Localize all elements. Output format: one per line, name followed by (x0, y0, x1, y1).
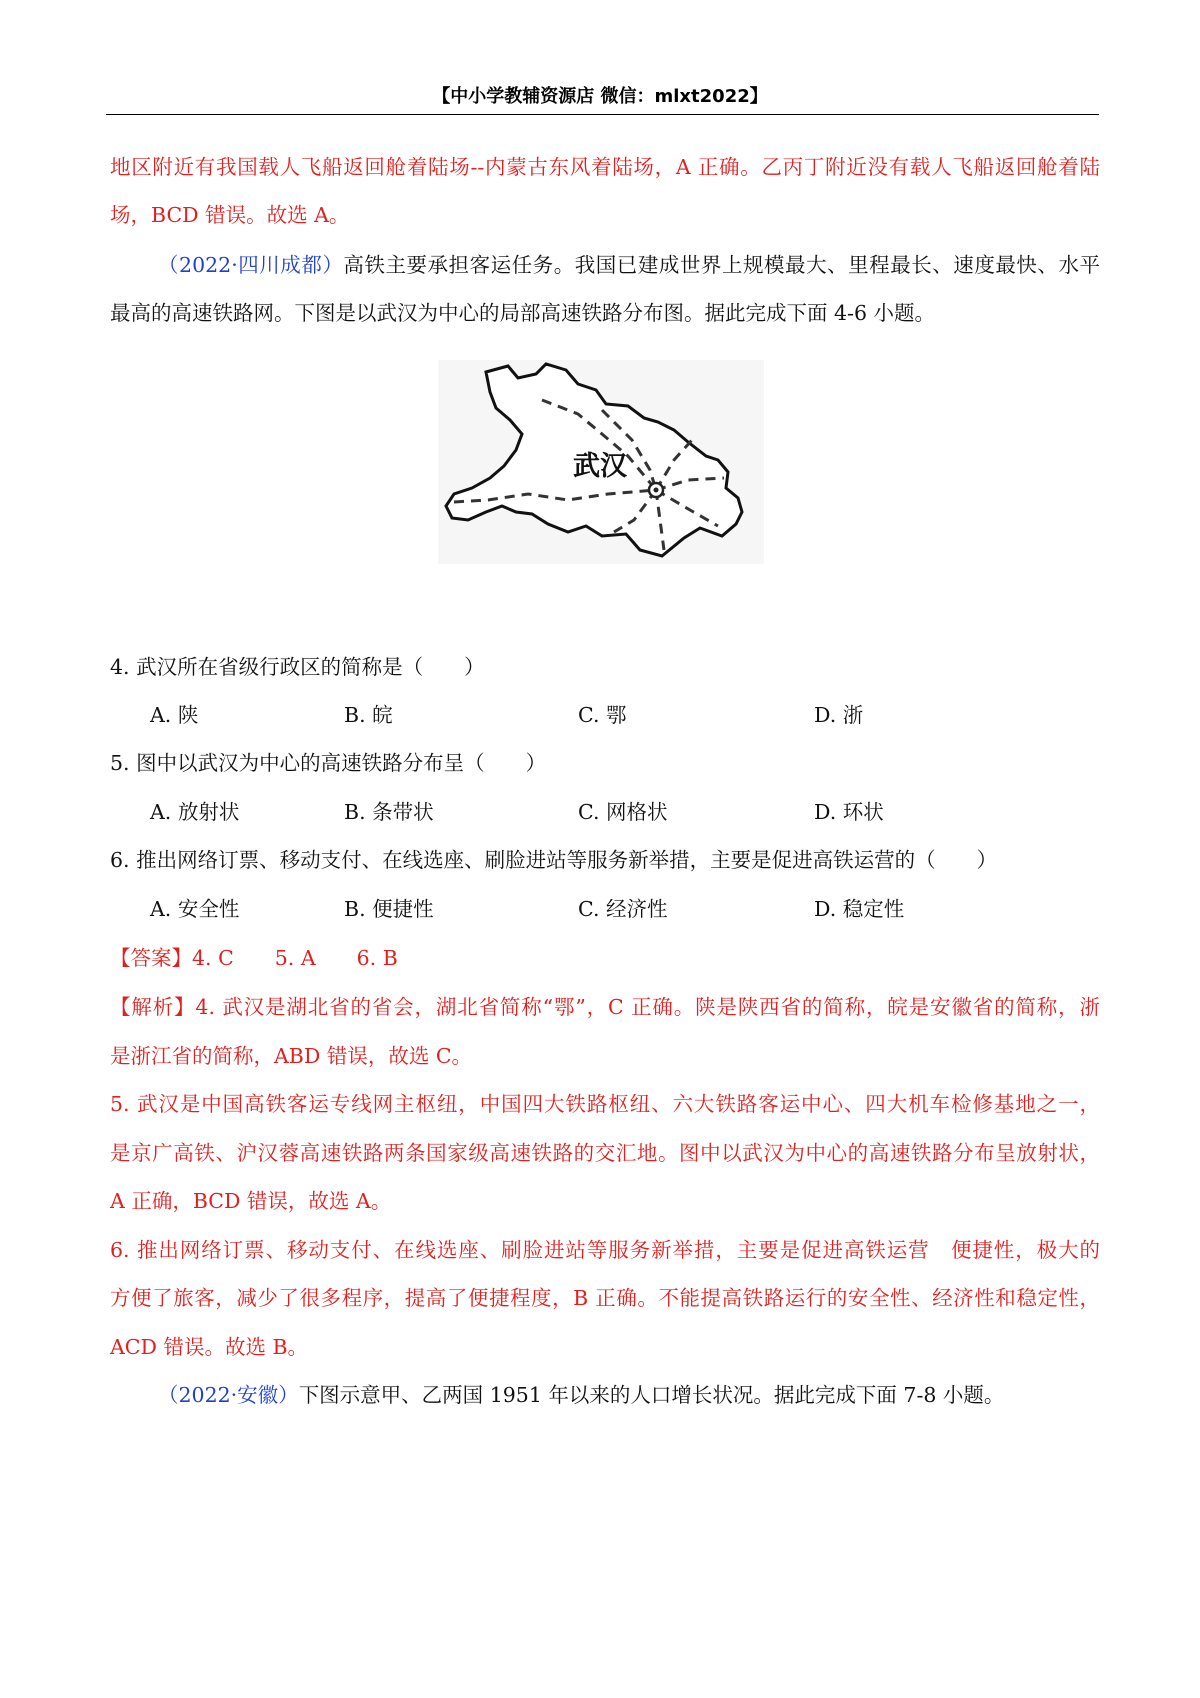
analysis-line-2: 是浙江省的简称，ABD 错误，故选 C。 (110, 1044, 473, 1068)
option-b: B. 皖 (344, 703, 393, 727)
intro-paragraph-1 (158, 250, 1100, 280)
option-c: C. 经济性 (578, 897, 668, 921)
question-5-stem: 5. 图中以武汉为中心的高速铁路分布呈（ ） (110, 751, 547, 775)
intro-paragraph-1-line-2: 最高的高速铁路网。下图是以武汉为中心的局部高速铁路分布图。据此完成下面 4-6 小题。 (110, 301, 936, 325)
analysis-line-3: 5. 武汉是中国高铁客运专线网主枢纽，中国四大铁路枢纽、六大铁路客运中心、四大机车检修基地之一， (110, 1092, 1100, 1116)
option-b: B. 便捷性 (344, 897, 434, 921)
option-a: A. 陕 (150, 703, 199, 727)
analysis-line-6: 6. 推出网络订票、移动支付、在线选座、刷脸进站等服务新举措，主要是促进高铁运营 便捷性，极大的 (110, 1238, 1100, 1262)
analysis-line-4: 是京广高铁、沪汉蓉高速铁路两条国家级高速铁路的交汇地。图中以武汉为中心的高速铁路分布呈放射状， (110, 1141, 1100, 1165)
intro-text: 高铁主要承担客运任务。我国已建成世界上规模最大、里程最长、速度最快、水平 (343, 253, 1100, 277)
analysis-line-8: ACD 错误。故选 B。 (110, 1335, 309, 1359)
option-d: D. 稳定性 (814, 897, 905, 921)
option-d: D. 浙 (814, 703, 864, 727)
prev-answer-line-1: 地区附近有我国载人飞船返回舱着陆场--内蒙古东风着陆场，A 正确。乙丙丁附近没有载人飞船返回舱着陆 (110, 155, 1100, 179)
option-b: B. 条带状 (344, 800, 434, 824)
option-a: A. 放射状 (150, 800, 240, 824)
source-tag: （2022·安徽） (158, 1383, 299, 1407)
option-c: C. 网格状 (578, 800, 668, 824)
page-header: 【中小学教辅资源店 微信：mlxt2022】 (432, 86, 768, 107)
map-city-label: 武汉 (573, 451, 627, 482)
intro-text: 下图示意甲、乙两国 1951 年以来的人口增长状况。据此完成下面 7-8 小题。 (298, 1383, 1005, 1407)
railway-map (438, 360, 764, 564)
question-4-stem: 4. 武汉所在省级行政区的简称是（ ） (110, 655, 485, 679)
option-c: C. 鄂 (578, 703, 627, 727)
intro-paragraph-2 (158, 1380, 1100, 1410)
option-d: D. 环状 (814, 800, 884, 824)
answer-line: 【答案】4. C 5. A 6. B (110, 946, 398, 970)
analysis-line-1: 【解析】4. 武汉是湖北省的省会，湖北省简称“鄂”，C 正确。陕是陕西省的简称，皖是安徽省的简称，浙 (110, 995, 1100, 1019)
question-6-stem: 6. 推出网络订票、移动支付、在线选座、刷脸进站等服务新举措，主要是促进高铁运营的（ ） (110, 848, 998, 872)
prev-answer-line-2: 场，BCD 错误。故选 A。 (110, 203, 350, 227)
header-divider (106, 114, 1099, 115)
option-a: A. 安全性 (150, 897, 240, 921)
source-tag: （2022·四川成都） (158, 253, 344, 277)
analysis-line-5: A 正确，BCD 错误，故选 A。 (110, 1189, 392, 1213)
analysis-line-7: 方便了旅客，减少了很多程序，提高了便捷程度，B 正确。不能提高铁路运行的安全性、经济性和稳定性， (110, 1286, 1100, 1310)
